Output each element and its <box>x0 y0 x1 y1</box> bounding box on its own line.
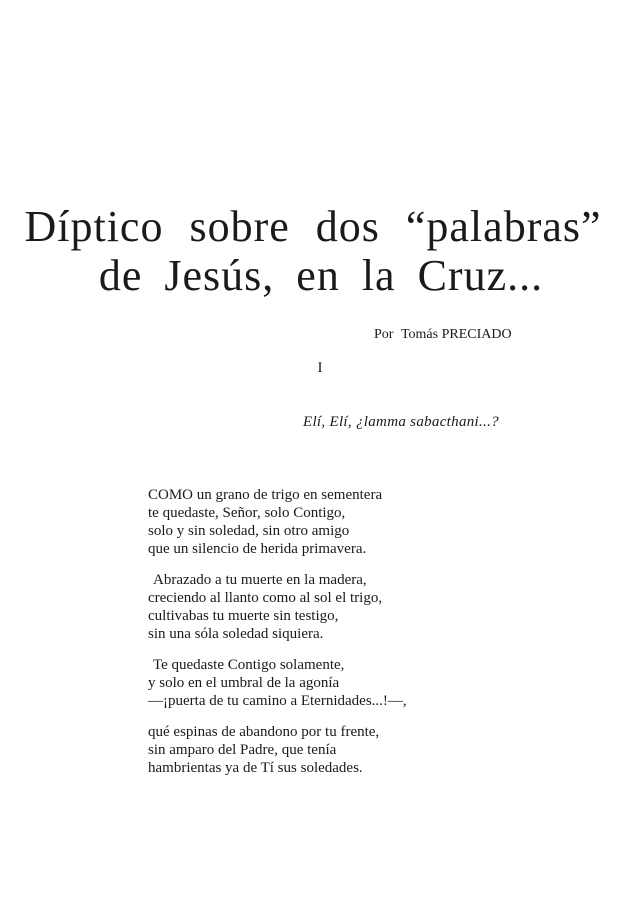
section-number: I <box>317 360 323 376</box>
poem-line: hambrientas ya de Tí sus soledades. <box>148 760 363 776</box>
poem-line: —¡puerta de tu camino a Eternidades...!—, <box>148 693 407 709</box>
poem <box>148 486 568 790</box>
poem-line: Te quedaste Contigo solamente, <box>153 657 345 673</box>
poem-line: sin amparo del Padre, que tenía <box>148 742 337 758</box>
epigraph: Elí, Elí, ¿lamma sabacthani...? <box>303 414 499 430</box>
poem-line: creciendo al llanto como al sol el trigo, <box>148 590 383 606</box>
poem-line: solo y sin soledad, sin otro amigo <box>148 523 350 539</box>
poem-line: qué espinas de abandono por tu frente, <box>148 724 380 740</box>
poem-line: te quedaste, Señor, solo Contigo, <box>148 505 346 521</box>
stanza-2 <box>148 571 568 643</box>
byline-author: Tomás PRECIADO <box>400 327 512 342</box>
title-line-2: de Jesús, en la Cruz... <box>98 251 544 300</box>
poem-line: Abrazado a tu muerte en la madera, <box>153 572 367 588</box>
poem-line: COMO un grano de trigo en sementera <box>148 487 383 503</box>
poem-line: y solo en el umbral de la agonía <box>148 675 340 691</box>
byline-prefix: Por <box>374 327 394 342</box>
poem-line: que un silencio de herida primavera. <box>148 541 367 557</box>
poem-line: sin una sóla soledad siquiera. <box>148 626 324 642</box>
byline <box>374 327 512 343</box>
title-line-1: Díptico sobre dos “palabras” <box>24 202 602 251</box>
poem-line: cultivabas tu muerte sin testigo, <box>148 608 339 624</box>
stanza-4 <box>148 723 568 777</box>
stanza-1 <box>148 486 568 558</box>
stanza-3 <box>148 656 568 710</box>
